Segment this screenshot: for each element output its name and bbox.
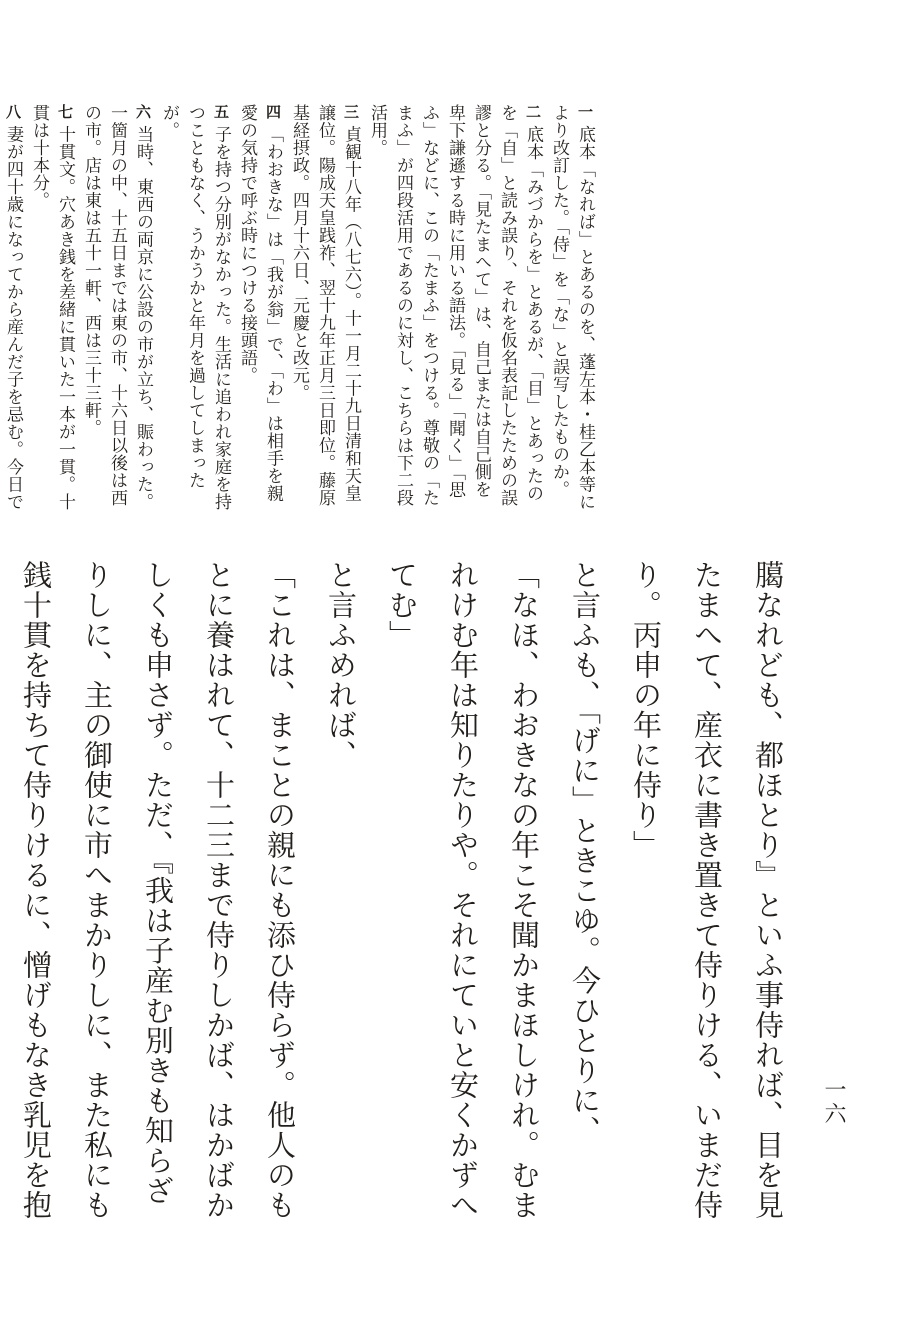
note-number: 三: [342, 104, 360, 120]
notes-section: [3, 104, 598, 514]
note-number: 一: [576, 104, 594, 120]
note-number: 八: [4, 104, 22, 120]
main-paragraph: 「これは、まことの親にも添ひ侍らず。他人のもとに養はれて、十二三まで侍りしかば、はかばかしくも申さず。ただ、『我は子産む別きも知らざりしに、主の御使に市へまかりしに、また私にも銭十貫を持ちて侍りけるに、憎げもなき乳児を抱: [19, 560, 297, 1220]
note-number: 四: [264, 104, 282, 120]
note-number: 六: [134, 104, 152, 120]
note-item: [156, 104, 234, 514]
note-text: 貞観十八年（八七六）。十一月二十九日清和天皇譲位。陽成天皇践祚、翌十九年正月三日即位。藤原基経摂政。四月十六日、元慶と改元。: [289, 104, 361, 507]
note-item: [364, 104, 546, 514]
main-paragraph: 臈なれども、都ほとり』といふ事侍れば、目を見たまへて、産衣に書き置きて侍りける、いまだ侍り。丙申の年に侍り」: [629, 560, 785, 1220]
main-paragraph: と言ふも、「げに」ときこゆ。今ひとりに、: [568, 560, 602, 1146]
note-item: [234, 104, 286, 514]
main-text: [19, 560, 798, 1220]
main-paragraph: 「なほ、わおきなの年こそ聞かまほしけれ。むまれけむ年は知りたりや。それにていと安くかずへてむ」: [385, 560, 541, 1220]
note-number: 二: [524, 104, 542, 120]
note-text: 「わおきな」は「我が翁」で、「わ」は相手を親愛の気持で呼ぶ時につける接頭語。: [237, 104, 283, 502]
page-number: 一六: [821, 1078, 846, 1126]
note-text: 十貫文。穴あき銭を差緒に貫いた一本が一貫。十貫は十本分。: [29, 104, 75, 511]
main-paragraph: と言ふめれば、: [324, 560, 358, 770]
note-number: 七: [56, 104, 74, 120]
note-item: [26, 104, 78, 514]
note-item: [546, 104, 598, 514]
note-text: 子を持つ分別がなかった。生活に追われ家庭を持つこともなく、うかうかと年月を過してしまったが。: [159, 104, 231, 511]
note-item: [286, 104, 364, 514]
note-item: [0, 104, 26, 514]
note-number: 五: [212, 104, 230, 120]
note-text: 底本「なれば」とあるのを、蓬左本・桂乙本等により改訂した。「侍」を「な」と誤写したものか。: [549, 104, 595, 511]
note-text: 妻が四十歳になってから産んだ子を忌む。今日で: [3, 125, 23, 511]
note-text: 当時、東西の両京に公設の市が立ち、賑わった。一箇月の中、十五日までは東の市、十六日以後は西の市。店は東は五十一軒、西は三十三軒。: [81, 104, 153, 511]
note-item: [78, 104, 156, 514]
note-text: 底本「みづからを」とあるが、「目」とあったのを「自」と読み誤り、それを仮名表記したための誤謬と分る。「見たまへて」は、自己または自己側を卑下謙遜する時に用いる語法。「見る」「聞く」「思ふ」などに、この「たまふ」をつける。尊敬の「たまふ」が四段活用であるのに対し、こちらは下二段活用。: [367, 104, 543, 507]
